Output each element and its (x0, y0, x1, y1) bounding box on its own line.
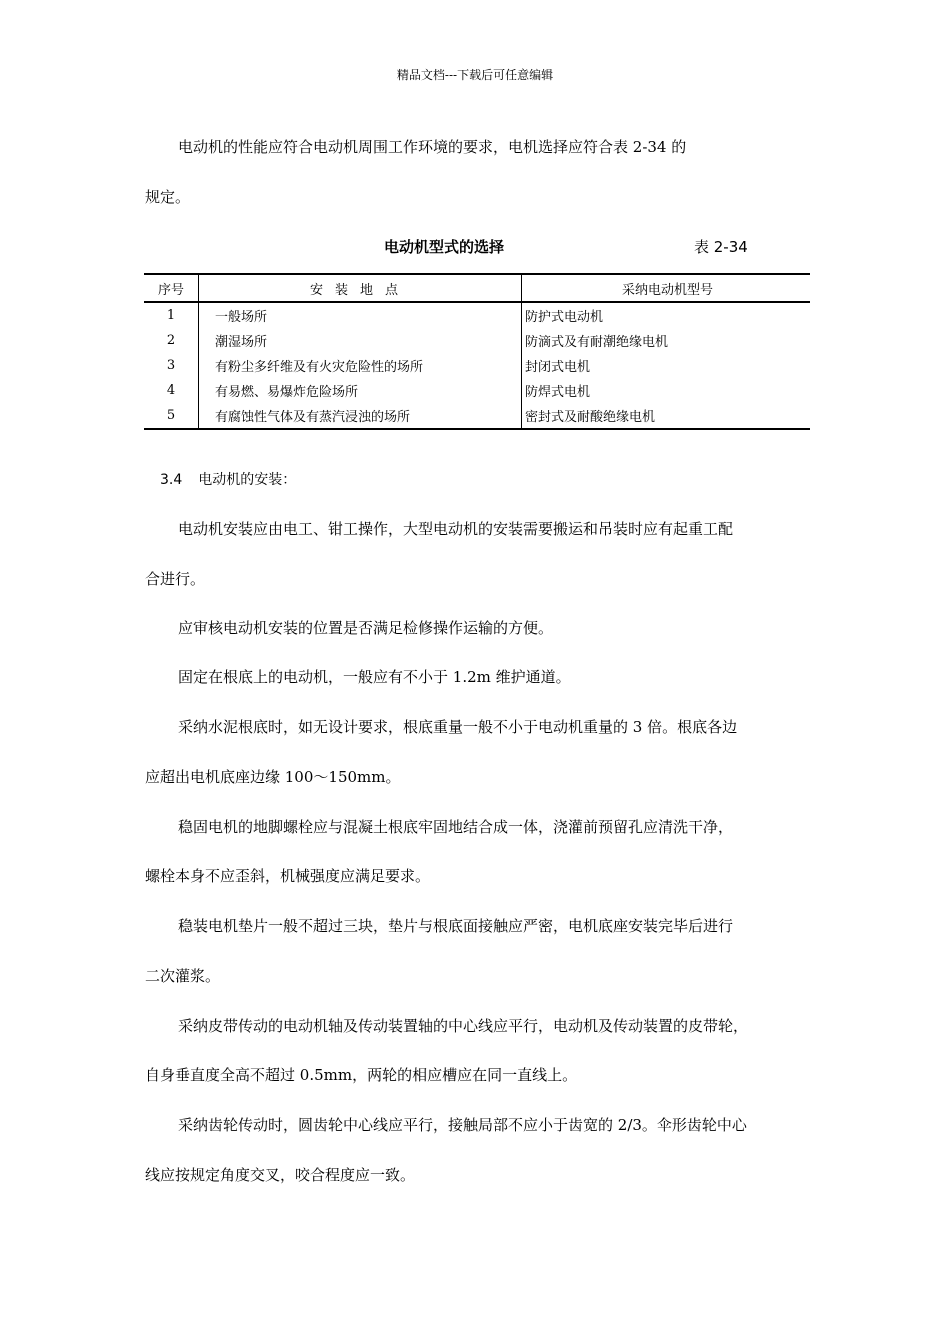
row-motor-type: 密封式及耐酸绝缘电机 (522, 403, 811, 429)
intro-line-1: 电动机的性能应符合电动机周围工作环境的要求，电机选择应符合表 2-34 的 (178, 138, 687, 156)
row-place: 有腐蚀性气体及有蒸汽浸浊的场所 (199, 403, 522, 429)
paragraph-line: 稳固电机的地脚螺栓应与混凝土根底牢固地结合成一体，浇灌前预留孔应清洗干净， (178, 818, 734, 836)
intro-line-2: 规定。 (145, 188, 191, 206)
paragraph-line: 采纳皮带传动的电动机轴及传动装置轴的中心线应平行，电动机及传动装置的皮带轮， (178, 1017, 749, 1035)
row-motor-type: 防焊式电机 (525, 385, 591, 400)
table-row (144, 302, 810, 328)
paragraph-line: 二次灌浆。 (145, 967, 221, 985)
row-motor-type: 防护式电动机 (525, 310, 604, 325)
row-no: 4 (166, 383, 176, 398)
table-row (144, 378, 810, 403)
paragraph-line: 应超出电机底座边缘 100～150mm。 (145, 768, 401, 786)
paragraph-line: 线应按规定角度交叉，咬合程度应一致。 (145, 1166, 416, 1184)
table-row (144, 403, 810, 429)
table-row (144, 328, 810, 353)
section-number: 3.4 (160, 472, 183, 488)
row-no: 5 (144, 403, 199, 429)
row-no: 3 (166, 358, 176, 373)
row-motor-type: 封闭式电机 (525, 360, 591, 375)
table-number: 表 2-34 (694, 238, 748, 256)
paragraph-line: 合进行。 (145, 570, 206, 588)
page-header: 精品文档---下载后可任意编辑 (396, 68, 554, 82)
table-header-row (144, 274, 810, 302)
table-title: 电动机型式的选择 (384, 238, 505, 256)
paragraph-line: 螺栓本身不应歪斜，机械强度应满足要求。 (145, 867, 431, 885)
row-place: 一般场所 (199, 302, 522, 328)
row-place: 有粉尘多纤维及有火灾危险性的场所 (199, 353, 522, 378)
row-no: 1 (166, 308, 176, 323)
paragraph-line: 稳装电机垫片一般不超过三块，垫片与根底面接触应严密，电机底座安装完毕后进行 (178, 917, 734, 935)
section-heading (160, 469, 296, 489)
paragraph-line: 采纳水泥根底时，如无设计要求，根底重量一般不小于电动机重量的 3 倍。根底各边 (178, 718, 738, 736)
paragraph-line: 固定在根底上的电动机，一般应有不小于 1.2m 维护通道。 (178, 668, 571, 686)
section-title: 电动机的安装： (198, 472, 297, 488)
row-place: 潮湿场所 (199, 328, 522, 353)
table-row (144, 353, 810, 378)
header-place: 安装地点 (199, 274, 522, 302)
paragraph-line: 应审核电动机安装的位置是否满足检修操作运输的方便。 (178, 619, 554, 637)
row-no: 2 (166, 333, 176, 348)
paragraph-line: 自身垂直度全高不超过 0.5mm，两轮的相应槽应在同一直线上。 (145, 1066, 578, 1084)
row-motor-type: 防滴式及有耐潮绝缘电机 (525, 335, 669, 350)
row-place: 有易燃、易爆炸危险场所 (199, 378, 522, 403)
paragraph-line: 采纳齿轮传动时，圆齿轮中心线应平行，接触局部不应小于齿宽的 2/3。伞形齿轮中心 (178, 1116, 747, 1134)
header-no: 序号 (144, 274, 199, 302)
paragraph-line: 电动机安装应由电工、钳工操作，大型电动机的安装需要搬运和吊装时应有起重工配 (178, 520, 734, 538)
motor-type-table (144, 273, 810, 430)
header-motor-type: 采纳电动机型号 (522, 274, 811, 302)
